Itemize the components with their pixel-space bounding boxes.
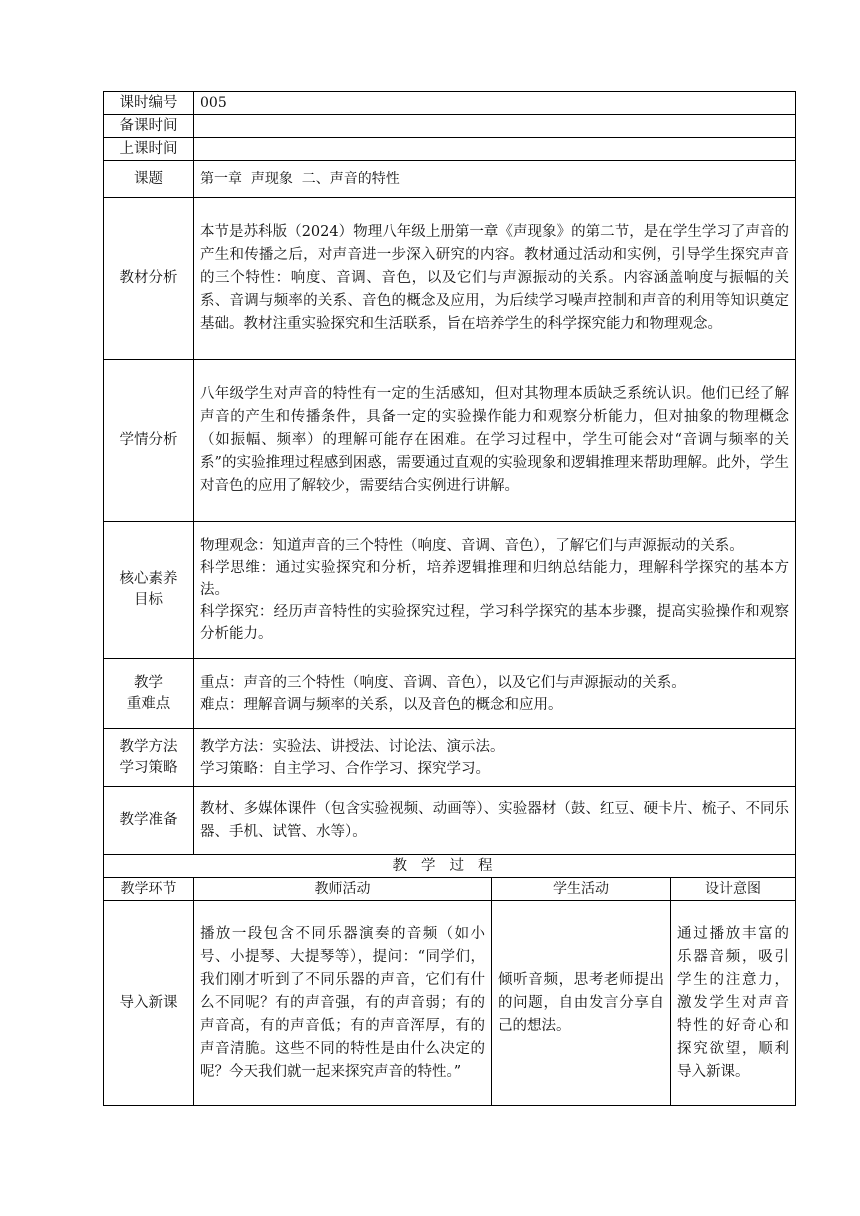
lesson-plan-table xyxy=(103,91,796,1106)
row-key-points xyxy=(104,659,796,729)
row-textbook-analysis xyxy=(104,198,796,360)
textbook-analysis-text: 本节是苏科版（2024）物理八年级上册第一章《声现象》的第二节，是在学生学习了声音的产生和传播之后，对声音进一步深入研究的内容。教材通过活动和实例，引导学生探究声音的三个特性：响度、音调、音色，以及它们与声源振动的关系。内容涵盖响度与振幅的关系、音调与频率的关系、音色的概念及应用，为后续学习噪声控制和声音的利用等知识奠定基础。教材注重实验探究和生活联系，旨在培养学生的科学探究能力和物理观念。 xyxy=(194,198,796,360)
prep-time-label: 备课时间 xyxy=(104,115,194,138)
key-points-label-line1: 教学 xyxy=(134,674,163,691)
row-process-title xyxy=(104,855,796,878)
method-item: 学习策略：自主学习、合作学习、探究学习。 xyxy=(200,760,490,777)
class-time-label: 上课时间 xyxy=(104,138,194,161)
class-time-value xyxy=(194,138,796,161)
row-methods xyxy=(104,729,796,787)
lesson-number-value: 005 xyxy=(194,92,796,115)
row-core-goals xyxy=(104,522,796,659)
lesson-plan-page xyxy=(103,91,795,1106)
core-goals-label xyxy=(104,522,194,659)
student-analysis-label: 学情分析 xyxy=(104,360,194,522)
process-col-intent: 设计意图 xyxy=(671,878,796,901)
core-goal-item: 物理观念：知道声音的三个特性（响度、音调、音色），了解它们与声源振动的关系。 xyxy=(200,538,744,554)
preparation-text: 教材、多媒体课件（包含实验视频、动画等）、实验器材（鼓、红豆、硬卡片、梳子、不同乐器、手机、试管、水等）。 xyxy=(194,787,796,855)
process-stage-cell: 导入新课 xyxy=(104,901,194,1106)
topic-label: 课题 xyxy=(104,161,194,198)
process-col-teacher: 教师活动 xyxy=(194,878,492,901)
methods-text xyxy=(194,729,796,787)
key-points-label xyxy=(104,659,194,729)
row-topic xyxy=(104,161,796,198)
row-student-analysis xyxy=(104,360,796,522)
core-goal-item: 科学探究：经历声音特性的实验探究过程，学习科学探究的基本步骤，提高实验操作和观察分析能力。 xyxy=(200,604,790,642)
row-lesson-number xyxy=(104,92,796,115)
process-teacher-cell: 播放一段包含不同乐器演奏的音频（如小号、小提琴、大提琴等），提问：“同学们，我们刚才听到了不同乐器的声音，它们有什么不同呢？有的声音强，有的声音弱；有的声音高，有的声音低；有的声音浑厚，有的声音清脆。这些不同的特性是由什么决定的呢？今天我们就一起来探究声音的特性。” xyxy=(194,901,492,1106)
lesson-number-label: 课时编号 xyxy=(104,92,194,115)
core-goals-text xyxy=(194,522,796,659)
row-preparation xyxy=(104,787,796,855)
core-goal-item: 科学思维：通过实验探究和分析，培养逻辑推理和归纳总结能力，理解科学探究的基本方法。 xyxy=(200,560,790,598)
student-analysis-text: 八年级学生对声音的特性有一定的生活感知，但对其物理本质缺乏系统认识。他们已经了解声音的产生和传播条件，具备一定的实验操作能力和观察分析能力，但对抽象的物理概念（如振幅、频率）的理解可能存在困难。在学习过程中，学生可能会对“音调与频率的关系”的实验推理过程感到困惑，需要通过直观的实验现象和逻辑推理来帮助理解。此外，学生对音色的应用了解较少，需要结合实例进行讲解。 xyxy=(194,360,796,522)
process-title: 教学过程 xyxy=(104,855,796,878)
row-class-time xyxy=(104,138,796,161)
methods-label xyxy=(104,729,194,787)
core-goals-label-line2: 目标 xyxy=(134,592,163,608)
process-row xyxy=(104,901,796,1106)
process-col-student: 学生活动 xyxy=(492,878,671,901)
process-header-row xyxy=(104,878,796,901)
key-points-label-line2: 重难点 xyxy=(126,695,171,712)
process-student-cell: 倾听音频，思考老师提出的问题，自由发言分享自己的想法。 xyxy=(492,901,671,1106)
methods-label-line2: 学习策略 xyxy=(119,759,178,776)
process-intent-cell: 通过播放丰富的乐器音频，吸引学生的注意力，激发学生对声音特性的好奇心和探究欲望，顺利导入新课。 xyxy=(671,901,796,1106)
methods-label-line1: 教学方法 xyxy=(119,738,178,755)
preparation-label: 教学准备 xyxy=(104,787,194,855)
key-point-item: 重点：声音的三个特性（响度、音调、音色），以及它们与声源振动的关系。 xyxy=(200,674,686,691)
core-goals-label-line1: 核心素养 xyxy=(119,571,178,587)
row-prep-time xyxy=(104,115,796,138)
textbook-analysis-label: 教材分析 xyxy=(104,198,194,360)
key-points-text xyxy=(194,659,796,729)
topic-value: 第一章 声现象 二、声音的特性 xyxy=(194,161,796,198)
prep-time-value xyxy=(194,115,796,138)
key-point-item: 难点：理解音调与频率的关系，以及音色的概念和应用。 xyxy=(200,696,563,713)
method-item: 教学方法：实验法、讲授法、讨论法、演示法。 xyxy=(200,738,505,755)
process-col-stage: 教学环节 xyxy=(104,878,194,901)
